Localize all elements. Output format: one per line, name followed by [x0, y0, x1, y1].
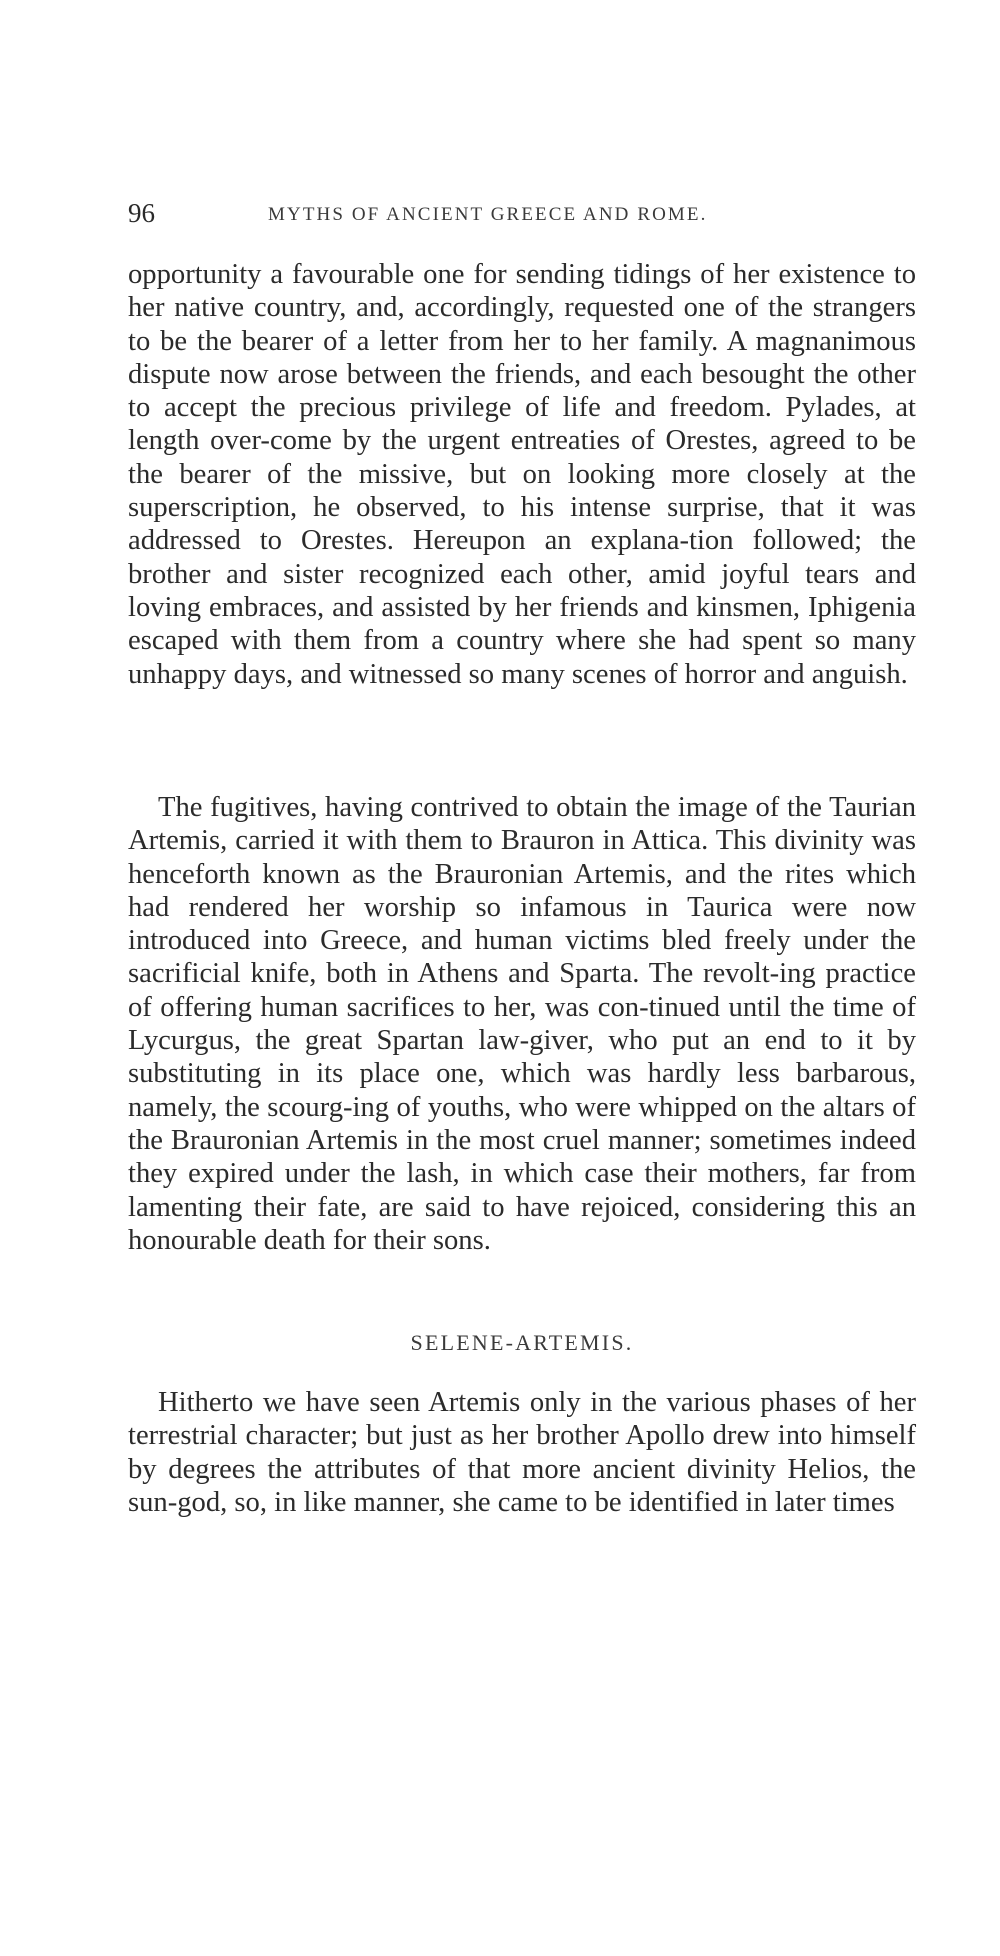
paragraph-text: Hitherto we have seen Artemis only in the various phases of her terrestrial character; but just as her brother Apollo drew into himself by degrees the attributes of that more ancient divinity Helios, the sun-god, so, in like manner, she came to be identified in later times — [128, 1387, 916, 1518]
paragraph-text: The fugitives, having contrived to obtain the image of the Taurian Artemis, carried it with them to Brauron in Attica. This divinity was henceforth known as the Brauronian Artemis, and the rites which had rendered her worship so infamous in Taurica were now introduced into Greece, and human victims bled freely under the sacrificial knife, both in Athens and Sparta. The revolt-ing practice of offering human sacrifices to her, was con-tinued until the time of Lycurgus, the great Spartan law-giver, who put an end to it by substituting in its place one, which was hardly less barbarous, namely, the scourg-ing of youths, who were whipped on the altars of the Brauronian Artemis in the most cruel manner; sometimes indeed they expired under the lash, in which case their mothers, far from lamenting their fate, are said to have rejoiced, considering this an honourable death for their sons. — [128, 792, 916, 1256]
running-title: MYTHS OF ANCIENT GREECE AND ROME. — [268, 204, 708, 225]
paragraph-fugitives — [128, 791, 916, 1257]
running-head — [128, 198, 918, 234]
paragraph-text: opportunity a favourable one for sending tidings of her existence to her native country, and, accordingly, requested one of the strangers to be the bearer of a letter from her to her family. A magnanimous dispute now arose between the friends, and each besought the other to accept the precious privilege of life and freedom. Pylades, at length over-come by the urgent entreaties of Orestes, agreed to be the bearer of the missive, but on looking more closely at the superscription, he observed, to his intense surprise, that it was addressed to Orestes. Hereupon an explana-tion followed; the brother and sister recognized each other, amid joyful tears and loving embraces, and assisted by her friends and kinsmen, Iphigenia escaped with them from a country where she had spent so many unhappy days, and witnessed so many scenes of horror and anguish. — [128, 259, 916, 690]
section-heading: SELENE-ARTEMIS. — [410, 1330, 634, 1355]
paragraph-selene — [128, 1386, 916, 1519]
page-number: 96 — [128, 198, 155, 228]
paragraph-continued — [128, 258, 916, 691]
